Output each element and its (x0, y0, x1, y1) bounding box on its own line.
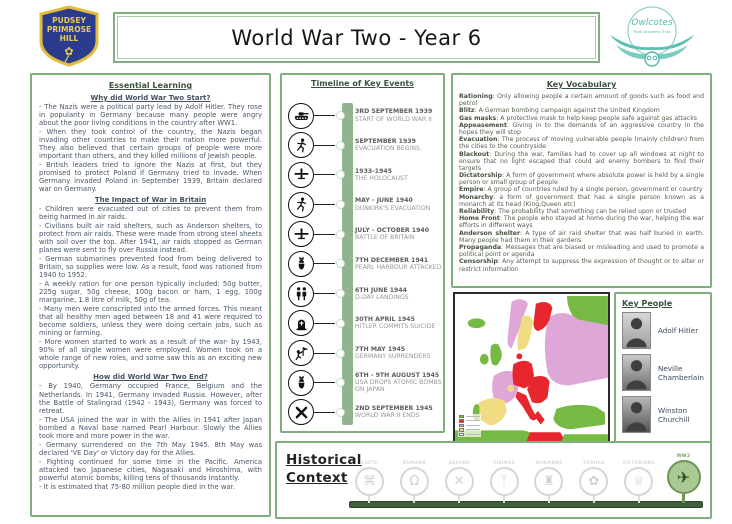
school-crest-logo (36, 5, 102, 67)
timeline-event (282, 249, 443, 278)
event-date: 7TH DECEMBER 1941 (355, 256, 429, 264)
bullet: - A weekly ration for one person typically included: 50g butter, 225g sugar, 50g cheese, 100g bacon or ham, 1 egg, 100g margarine, 1.8 litre of milk, 50g of tea. (39, 280, 262, 305)
event-date: 6TH - 9TH AUGUST 1945 (355, 372, 440, 379)
bullet: - German submarines prevented food from being delivered to Britain, so supplies were low. As a result, food was rationed from 1940 to 1952. (39, 255, 262, 280)
school-name-line2: PRIMROSE (46, 25, 92, 34)
era-victorians: VICTORIANS ♕ (616, 461, 661, 503)
timeline-event (282, 101, 443, 130)
bullet: - By 1940, Germany occupied France, Belgium and the Netherlands. In 1941, Germany invaded Russia. However, after the Battle of Stalingrad (1942 - 1943), Germany was forced to retreat. (39, 382, 262, 415)
saxon-cross-icon: ✕ (445, 467, 474, 496)
vocab-item: Appeasement: Giving in to the demands of an aggressive country in the hopes they will stop (459, 121, 704, 136)
celtic-knot-icon: ⌘ (355, 467, 384, 496)
bullet: - Fighting continued for some time in the Pacific. America attacked two Japanese cities, Nagasaki and Hiroshima, with powerful atomic bombs, killing tens of thousands instantly. (39, 457, 262, 482)
vocab-item: Blitz: A German bombing campaign against the United Kingdom (459, 107, 660, 115)
roman-helmet-icon: Ω (400, 467, 429, 496)
timeline-event (282, 131, 443, 160)
bullet: - Civilians built air raid shelters, such as Anderson shelters, to protect from air raids. These were made from strong steel sheets with soil over the top. After 1941, air raids stopped as German planes were sent to fly over Russia instead. (39, 222, 262, 255)
tank-icon (293, 107, 310, 124)
vocab-item: Blackout: During the war, families had to cover up all windows at night to ensure that no light escaped that could aid enemy bombers to find their targets (459, 150, 704, 172)
timeline-event (282, 368, 443, 397)
key-vocabulary-title: Key Vocabulary (546, 80, 617, 89)
ww2-plane-icon: ✈ (667, 460, 701, 494)
surrender-flag-icon (293, 345, 310, 362)
trust-owl-logo (602, 3, 702, 69)
timeline-event (282, 160, 443, 189)
page-title: World War Two - Year 6 (231, 25, 482, 50)
timeline-node-dot (336, 289, 345, 298)
timeline-node-dot (336, 349, 345, 358)
era-celts: CELTS ⌘ (347, 461, 392, 503)
key-vocabulary-panel (451, 73, 712, 288)
vocab-item: Home Front: The people who stayed at home during the war, helping the war efforts in different ways (459, 215, 704, 230)
era-saxons: SAXONS ✕ (437, 461, 482, 503)
bullet: - When they took control of the country, the Nazis began invading other countries to make their nation more powerful. They also believed that certain groups of people were more important than others, and they killed millions of Jewish people. (39, 128, 262, 161)
era-romans: ROMANS Ω (392, 461, 437, 503)
timeline-node-dot (336, 141, 345, 150)
bullet: - Germany surrendered on the 7th May 1945. 8th May was declared 'VE Day' or Victory day for the Allies. (39, 440, 262, 457)
vocab-item: Rationing: Only allowing people a certain amount of goods such as food and petrol (459, 93, 704, 108)
end-cross-icon (293, 404, 310, 421)
event-date: 3RD SEPTEMBER 1939 (355, 108, 433, 116)
timeline-node-dot (336, 259, 345, 268)
bullet: - Many men were conscripted into the armed forces. This meant that all healthy men aged between 18 and 41 were required to become soldiers, unless they were doing certain jobs, such as mining or farming. (39, 305, 262, 338)
event-date: MAY - JUNE 1940 (355, 197, 413, 205)
bullet: - Children were evacuated out of cities to prevent them from being harmed in air raids. (39, 205, 262, 222)
bullet: - The Nazis were a political party lead by Adolf Hitler. They rose in popularity in Germany because many people were angry about the poor living conditions in the country after WW1. (39, 103, 262, 128)
portrait-photo (622, 396, 651, 433)
evacuation-runner-icon (293, 196, 310, 213)
event-date: 7TH MAY 1945 (355, 345, 406, 353)
vocab-item: Anderson shelter: A type of air raid shelter that was half buried in earth. Many people had them in their gardens (459, 229, 704, 244)
bomb-icon (293, 255, 310, 272)
bullet: - It is estimated that 75-80 million people died in the war. (39, 482, 235, 491)
vocab-item: Reliability: The probability that something can be relied upon or trusted (459, 208, 687, 215)
key-people-panel (614, 292, 712, 444)
section-heading-start: Why did World War Two Start? (90, 94, 211, 102)
historical-context-panel (275, 441, 712, 519)
vocab-item: Dictatorship: A form of government where absolute power is held by a single person or small group of people (459, 172, 704, 187)
school-name-line1: PUDSEY (52, 16, 86, 25)
event-date: 30TH APRIL 1945 (355, 316, 415, 324)
event-label: EVACUATION BEGINS. (355, 145, 422, 153)
vocab-item: Monarchy: a form of government that has a single person known as a monarch at its head (King,Queen etc) (459, 193, 704, 208)
plane-icon (293, 226, 310, 243)
evacuation-runner-icon (293, 137, 310, 154)
vocab-item: Empire: A group of countries ruled by a single person, government or country (459, 186, 703, 194)
timeline-title: Timeline of Key Events (311, 79, 414, 88)
essential-learning-panel (30, 73, 271, 517)
person-row (622, 312, 704, 349)
event-label: BATTLE OF BRITAIN (355, 234, 415, 242)
viking-helmet-icon: ᛉ (490, 467, 519, 496)
person-name: Neville Chamberlain (658, 363, 704, 382)
timeline-node-dot (336, 408, 345, 417)
timeline-node-dot (336, 378, 345, 387)
event-label: START OF WORLD WAR II (355, 115, 432, 123)
timeline-node-dot (336, 170, 345, 179)
gravestone-icon (293, 315, 310, 332)
timeline-event (282, 190, 443, 219)
bullet: - More women started to work as a result of the war- by 1943, 90% of all single women were employed. Women took on a whole range of new roles, and some saw this as an exciting new opportunity. (39, 338, 262, 371)
primrose-flower-icon: ✿ (64, 45, 74, 58)
europe-ww2-map (453, 292, 610, 444)
era-normans: NORMANS ♜ (527, 461, 572, 503)
tudor-rose-icon: ✿ (579, 467, 608, 496)
vocab-item: Evacuation: The process of moving vulnerable people (mainly children) from the cities to the countryside (459, 136, 704, 151)
owl-wing-upper (610, 35, 694, 50)
person-name: Winston Churchill (658, 405, 690, 424)
school-name-line3: HILL (59, 34, 79, 43)
event-label: GERMANY SURRENDERS (355, 353, 431, 360)
timeline-node-dot (336, 111, 345, 120)
timeline-panel (280, 73, 445, 433)
bullet: - The USA joined the war in with the Allies in 1941 after Japan bombed a Naval base named Pearl Harbour. Slowly the Allies took more and more power in the war. (39, 415, 262, 440)
person-row (622, 354, 704, 391)
key-people-title: Key People (622, 299, 673, 308)
event-label: DUNKIRK'S EVACUATION (355, 204, 431, 212)
crown-icon: ♕ (624, 467, 653, 496)
timeline-node-dot (336, 319, 345, 328)
essential-learning-title: Essential Learning (108, 81, 193, 90)
event-label: THE HOLOCAUST (355, 174, 408, 182)
event-date: 1933-1945 (355, 167, 393, 175)
plane-icon (293, 166, 310, 183)
norman-tower-icon: ♜ (534, 467, 563, 496)
event-label: WORLD WAR II ENDS (355, 412, 420, 420)
vocab-item: Propaganda: Messages that are biased or misleading and used to promote a political point or agenda (459, 243, 704, 259)
map-legend (458, 414, 481, 438)
event-date: JULY - OCTOBER 1940 (355, 227, 430, 235)
era-ww2-active: WW2 ✈ (661, 454, 706, 503)
page-title-box (113, 12, 600, 63)
bullet: - British leaders tried to ignore the Nazis at first, but they promised to protect Poland if Germany tried to invade. When Germany invaded Poland in September 1939, Britain declared war on Germany. (39, 161, 262, 194)
event-date: 2ND SEPTEMBER 1945 (355, 405, 433, 413)
trust-subtitle: Multi Academy Trust (633, 30, 671, 34)
event-label: PEARL HARBOUR ATTACKED (355, 263, 442, 271)
event-label: HITLER COMMITS SUICIDE (355, 323, 436, 331)
timeline-event (282, 339, 443, 368)
portrait-photo (622, 312, 651, 349)
historical-context-title: Historical Context (286, 452, 362, 487)
era-tudors: TUDORS ✿ (571, 461, 616, 503)
vocab-item: Gas masks: A protective mask to help keep people safe against gas attacks (459, 114, 698, 122)
section-heading-impact: The Impact of War in Britain (94, 196, 207, 205)
portrait-photo (622, 354, 651, 391)
timeline-event (282, 279, 443, 308)
section-heading-end: How did World War Two End? (93, 373, 208, 382)
bomb-icon (293, 374, 310, 391)
event-label: D-DAY LANDINGS (355, 293, 409, 301)
person-row (622, 396, 704, 433)
timeline-event (282, 309, 443, 338)
soldiers-icon (293, 285, 310, 302)
timeline-event (282, 220, 443, 249)
event-label: USA DROPS ATOMIC BOMBS ON JAPAN (355, 379, 442, 394)
era-vikings: VIKINGS ᛉ (482, 461, 527, 503)
event-date: SEPTEMBER 1939 (355, 138, 416, 146)
event-date: 6TH JUNE 1944 (355, 286, 407, 294)
trust-name: Owlcotes (631, 18, 673, 28)
person-name: Adolf Hitler (658, 326, 699, 335)
timeline-event (282, 398, 443, 427)
timeline-node-dot (336, 200, 345, 209)
timeline-node-dot (336, 230, 345, 239)
vocab-item: Censorship: Any attempt to suppress the expression of thought or to alter or restrict information (459, 258, 704, 273)
